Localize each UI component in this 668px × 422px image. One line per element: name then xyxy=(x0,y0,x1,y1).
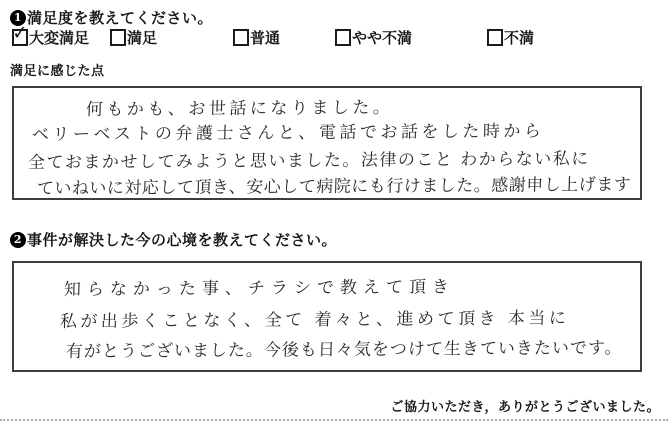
question-2-number-badge: 2 xyxy=(10,232,26,248)
handwritten-line: 知らなかった事、チラシで教えて頂き xyxy=(63,277,456,301)
option-dissatisfied[interactable] xyxy=(487,27,534,48)
satisfied-points-label: 満足に感じた点 xyxy=(10,64,105,79)
option-satisfied[interactable] xyxy=(110,27,157,48)
handwritten-line: 何もかも、お世話になりました。 xyxy=(85,97,394,121)
option-very-satisfied[interactable] xyxy=(11,21,90,48)
handwritten-line: ベリーベストの弁護士さんと、電話でお話をした時から xyxy=(31,121,545,146)
question-1-title: 満足度を教えてください。 xyxy=(27,9,214,27)
option-somewhat-dissatisfied-label: やや不満 xyxy=(352,29,413,47)
option-satisfied-label: 満足 xyxy=(127,29,158,47)
footer-thank-you-note: ご協力いただき，ありがとうございました。 xyxy=(390,400,660,415)
question-2-title: 事件が解決した今の心境を教えてください。 xyxy=(27,231,338,249)
handwritten-line: ていねいに対応して頂き、安心して病院にも行けました。感謝申し上げます xyxy=(36,174,632,200)
option-neutral-label: 普通 xyxy=(250,29,281,47)
checkbox-dissatisfied[interactable] xyxy=(487,29,503,46)
handwritten-line: 有がとうございました。今後も日々気をつけて生きていきたいです。 xyxy=(65,338,623,363)
handwritten-line: 私が出歩くことなく、全て 着々と、進めて頂き 本当に xyxy=(59,308,570,333)
answer-box-satisfied-points xyxy=(12,86,642,200)
checkbox-satisfied[interactable] xyxy=(110,29,126,46)
perforation-dotted-line xyxy=(0,419,668,421)
option-very-satisfied-label: 大変満足 xyxy=(29,29,90,47)
checkbox-somewhat-dissatisfied[interactable] xyxy=(335,29,351,46)
option-neutral[interactable] xyxy=(233,27,280,48)
checkbox-neutral[interactable] xyxy=(233,29,249,46)
option-somewhat-dissatisfied[interactable] xyxy=(335,27,412,48)
question-2-header xyxy=(10,229,337,250)
question-1-number-badge: 1 xyxy=(10,10,26,26)
handwritten-line: 全ておまかせしてみようと思いました。法律のこと わからない私に xyxy=(27,149,591,174)
answer-box-current-feelings xyxy=(12,261,642,372)
satisfaction-options-row xyxy=(0,21,668,49)
question-1-header xyxy=(10,7,213,28)
check-mark-icon: ✓ xyxy=(11,21,29,45)
option-dissatisfied-label: 不満 xyxy=(504,29,535,47)
checkbox-very-satisfied[interactable] xyxy=(11,21,29,46)
